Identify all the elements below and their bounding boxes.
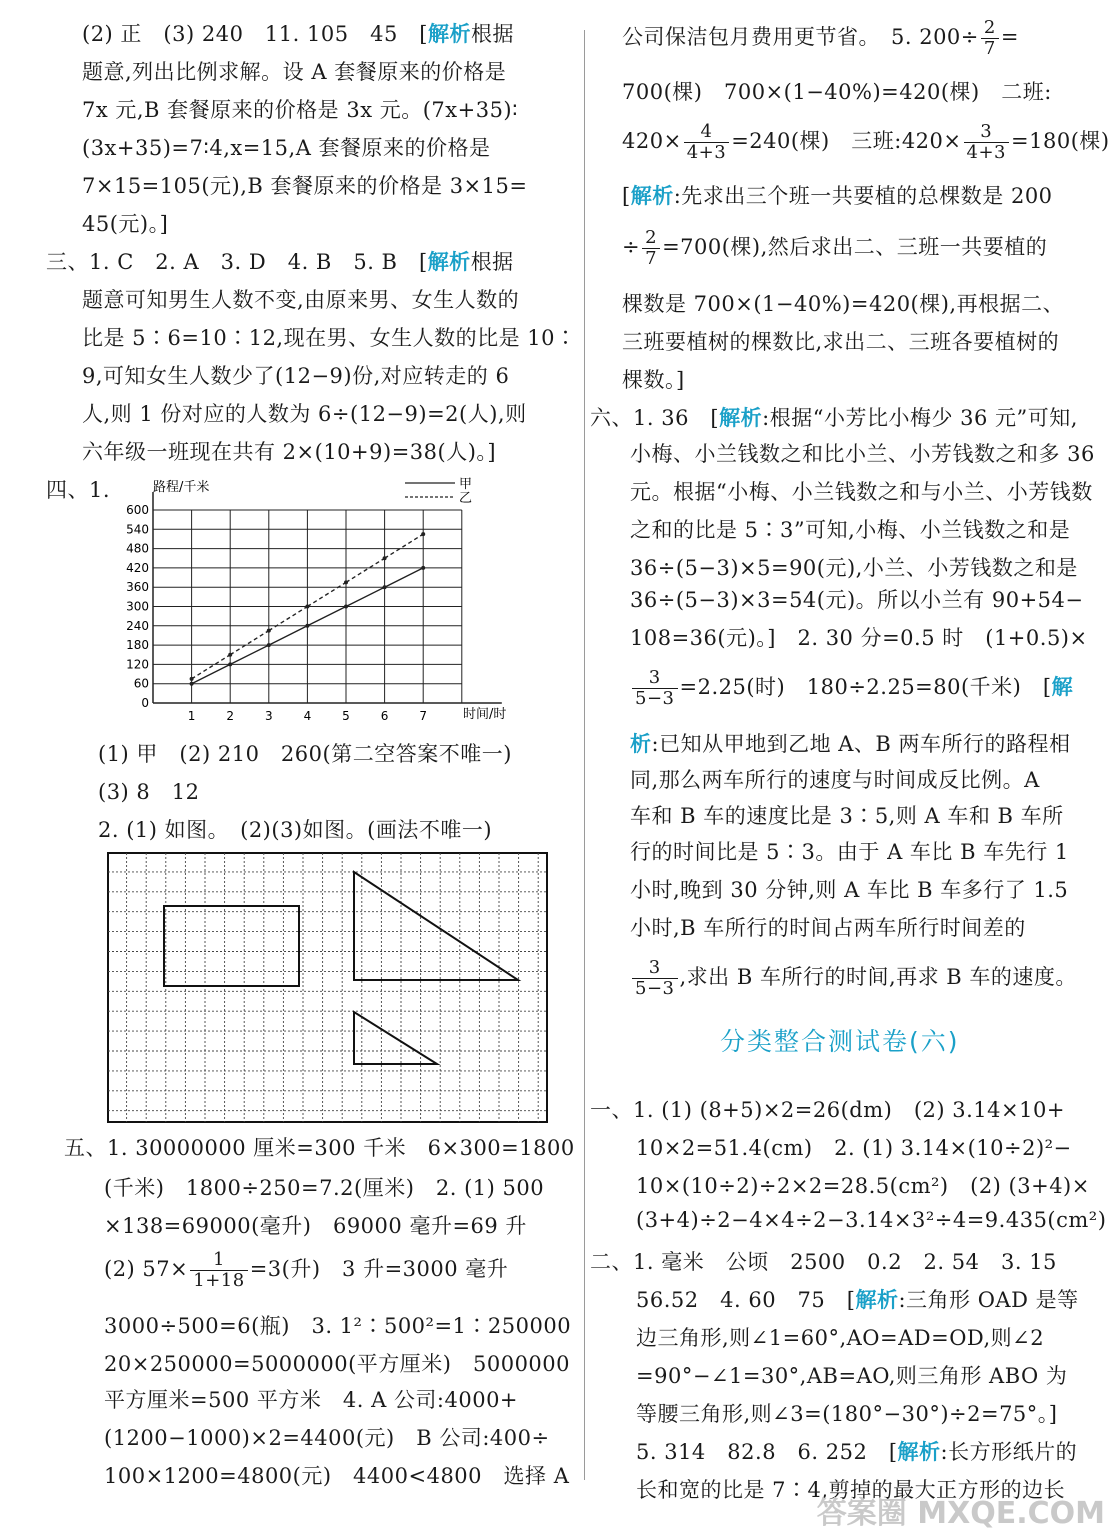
answer-line: (1) 甲 (2) 210 260(第二空答案不唯一): [98, 742, 512, 766]
text-line: 36÷(5−3)×5=90(元),小兰、小芳钱数之和是: [630, 556, 1078, 580]
text-line: 20×250000=5000000(平方厘米) 5000000: [104, 1352, 571, 1376]
x-tick-label: 3: [264, 709, 273, 723]
section-title: 分类整合测试卷(六): [720, 1027, 960, 1056]
series-segment-甲: [307, 607, 346, 626]
text-line: $\frac{3}{5-3}$ ,求出 B 车所行的时间,再求 B 车的速度。: [630, 958, 1077, 999]
text-line: 108=36(元)。] 2. 30 分=0.5 时 (1+0.5)×: [630, 626, 1088, 650]
text-line: 题意,列出比例求解。设 A 套餐原来的价格是: [82, 60, 507, 84]
text-line: ÷ $\frac{2}{7}$ =700(棵),然后求出二、三班一共要植的: [622, 227, 1048, 269]
text-line: (2) 正 (3) 240 11. 105 45 [解析根据: [82, 22, 514, 46]
x-tick-label: 7: [419, 709, 428, 723]
text-line: (千米) 1800÷250=7.2(厘米) 2. (1) 500: [104, 1176, 545, 1200]
x-tick-label: 1: [187, 709, 196, 723]
text-line: 45(元)。]: [82, 212, 169, 236]
text-line: 3000÷500=6(瓶) 3. 1²∶500²=1∶250000: [104, 1314, 572, 1338]
series-segment-乙: [230, 631, 269, 655]
text-line: 析:已知从甲地到乙地 A、B 两车所行的路程相: [630, 732, 1071, 756]
data-point-乙: [267, 629, 271, 633]
text-line: (3x+35)=7∶4,x=15,A 套餐原来的价格是: [82, 136, 491, 160]
text-line: 56.52 4. 60 75 [解析:三角形 OAD 是等: [636, 1288, 1079, 1312]
y-tick-label: 480: [126, 541, 149, 556]
text-line: 100×1200=4800(元) 4400<4800 选择 A: [104, 1464, 570, 1488]
data-point-乙: [383, 556, 387, 560]
y-tick-label: 120: [126, 657, 149, 672]
y-tick-label: 360: [126, 580, 149, 595]
data-point-乙: [190, 677, 194, 681]
text-line: 车和 B 车的速度比是 3∶5,则 A 车和 B 车所: [630, 804, 1064, 828]
data-point-甲: [267, 643, 271, 647]
text-line: $\frac{3}{5-3}$ =2.25(时) 180÷2.25=80(千米) [解: [630, 668, 1073, 709]
series-segment-甲: [346, 587, 385, 606]
text-line: 一、1. (1) (8+5)×2=26(dm) (2) 3.14×10+: [590, 1098, 1065, 1122]
x-axis-label: 时间/时: [463, 707, 507, 722]
text-line: 三、1. C 2. A 3. D 4. B 5. B [解析根据: [46, 250, 514, 274]
data-point-甲: [305, 624, 309, 628]
y-tick-label: 540: [126, 522, 149, 537]
text-line: 长和宽的比是 7∶4,剪掉的最大正方形的边长: [636, 1478, 1066, 1502]
y-tick-label: 60: [133, 676, 149, 691]
text-line: 六、1. 36 [解析:根据“小芳比小梅少 36 元”可知,: [590, 406, 1078, 430]
text-line: (3+4)÷2−4×4÷2−3.14×3²÷4=9.435(cm²): [636, 1208, 1107, 1232]
text-line: 同,那么两车所行的速度与时间成反比例。A: [630, 768, 1040, 792]
text-line: 700(棵) 700×(1−40%)=420(棵) 二班:: [622, 80, 1052, 104]
fraction: $\frac{3}{4+3}$: [964, 122, 1010, 163]
text-line: 5. 314 82.8 6. 252 [解析:长方形纸片的: [636, 1440, 1078, 1464]
fraction: $\frac{3}{5-3}$: [632, 668, 678, 709]
text-line: 小梅、小兰钱数之和比小兰、小芳钱数之和多 36: [630, 442, 1095, 466]
data-point-甲: [190, 682, 194, 686]
text-line: 小时,B 车所行的时间占两车所行时间差的: [630, 916, 1026, 940]
data-point-甲: [344, 605, 348, 609]
text-line: 比是 5∶6=10∶12,现在男、女生人数的比是 10∶: [82, 326, 577, 350]
fraction: $\frac{1}{1+18}$: [190, 1250, 247, 1291]
series-segment-乙: [346, 558, 385, 582]
large-triangle: [354, 872, 518, 980]
text-line: 六年级一班现在共有 2×(10+9)=38(人)。]: [82, 440, 497, 464]
text-line: 10×2=51.4(cm) 2. (1) 3.14×(10÷2)²−: [636, 1136, 1072, 1160]
question-label: 四、1.: [46, 478, 111, 502]
line-chart: [105, 475, 525, 725]
y-tick-label: 420: [126, 560, 149, 575]
text-line: 7x 元,B 套餐原来的价格是 3x 元。(7x+35)∶: [82, 98, 519, 122]
small-triangle: [354, 1012, 437, 1064]
grid-border: [108, 853, 547, 1122]
legend-label-jia: 甲: [459, 477, 473, 492]
rectangle-figure: [164, 906, 299, 986]
geometry-grid-figure: [107, 852, 552, 1127]
x-tick-label: 4: [303, 709, 312, 723]
series-segment-乙: [269, 607, 308, 631]
series-segment-甲: [230, 645, 269, 664]
watermark: 答案圈 MXQE.COM: [816, 1496, 1105, 1531]
data-point-甲: [228, 662, 232, 666]
answer-line: 2. (1) 如图。 (2)(3)如图。(画法不唯一): [98, 818, 493, 842]
text-line: 人,则 1 份对应的人数为 6÷(12−9)=2(人),则: [82, 402, 527, 426]
y-tick-label: 600: [126, 503, 149, 517]
text-line: 平方厘米=500 平方米 4. A 公司:4000+: [104, 1388, 519, 1412]
chart-legend: [405, 477, 472, 506]
text-line: =90°−∠1=30°,AB=AO,则三角形 ABO 为: [636, 1364, 1068, 1388]
data-point-乙: [344, 580, 348, 584]
text-line: 题意可知男生人数不变,由原来男、女生人数的: [82, 288, 520, 312]
text-line: 小时,晚到 30 分钟,则 A 车比 B 车多行了 1.5: [630, 878, 1069, 902]
text-line: 棵数。]: [622, 368, 685, 392]
text-line: ×138=69000(毫升) 69000 毫升=69 升: [104, 1214, 527, 1238]
chart-axes: [126, 492, 502, 723]
text-line: 三班要植树的棵数比,求出二、三班各要植树的: [622, 330, 1060, 354]
text-line: 棵数是 700×(1−40%)=420(棵),再根据二、: [622, 292, 1065, 316]
y-tick-label: 180: [126, 638, 149, 653]
data-point-甲: [421, 566, 425, 570]
data-point-乙: [305, 605, 309, 609]
data-point-乙: [228, 653, 232, 657]
text-line: 420× $\frac{4}{4+3}$ =240(棵) 三班:420× $\frac{3}{4+3}$ =180(棵): [622, 121, 1110, 163]
series-segment-乙: [385, 534, 424, 558]
x-tick-label: 5: [342, 709, 350, 723]
text-line: 等腰三角形,则∠3=(180°−30°)÷2=75°。]: [636, 1402, 1058, 1426]
y-axis-label: 路程/千米: [153, 480, 210, 495]
fraction: $\frac{4}{4+3}$: [684, 122, 730, 163]
text-line: [解析:先求出三个班一共要植的总棵数是 200: [622, 184, 1053, 208]
text-line: 二、1. 毫米 公顷 2500 0.2 2. 54 3. 15: [590, 1250, 1057, 1274]
text-line: 行的时间比是 5∶3。由于 A 车比 B 车先行 1: [630, 840, 1069, 864]
text-line: 36÷(5−3)×3=54(元)。所以小兰有 90+54−: [630, 588, 1084, 612]
text-line: 边三角形,则∠1=60°,AO=AD=OD,则∠2: [636, 1326, 1045, 1350]
data-point-甲: [383, 585, 387, 589]
text-line: 7×15=105(元),B 套餐原来的价格是 3×15=: [82, 174, 528, 198]
text-line: (2) 57× $\frac{1}{1+18}$ =3(升) 3 升=3000 毫升: [104, 1249, 509, 1291]
answer-line: (3) 8 12: [98, 780, 200, 804]
x-tick-label: 6: [380, 709, 389, 723]
fraction: $\frac{3}{5-3}$: [632, 958, 678, 999]
text-line: 公司保洁包月费用更节省。 5. 200÷ $\frac{2}{7}$ =: [622, 17, 1019, 59]
x-tick-label: 2: [226, 709, 235, 723]
text-line: (1200−1000)×2=4400(元) B 公司:400÷: [104, 1426, 550, 1450]
y-tick-label: 240: [126, 618, 149, 633]
y-tick-label: 0: [141, 696, 149, 710]
series-segment-甲: [269, 626, 308, 645]
text-line: 元。根据“小梅、小兰钱数之和与小兰、小芳钱数: [630, 480, 1093, 504]
text-line: 之和的比是 5∶3”可知,小梅、小兰钱数之和是: [630, 518, 1071, 542]
data-point-乙: [421, 532, 425, 536]
text-line: 10×(10÷2)÷2×2=28.5(cm²) (2) (3+4)×: [636, 1174, 1090, 1198]
column-divider: [584, 30, 585, 1480]
y-tick-label: 300: [126, 599, 149, 614]
series-segment-乙: [307, 582, 346, 606]
text-line: 五、1. 30000000 厘米=300 千米 6×300=1800: [64, 1136, 575, 1160]
fraction: $\frac{2}{7}$: [981, 18, 999, 59]
series-segment-甲: [385, 568, 424, 587]
fraction: $\frac{2}{7}$: [642, 228, 660, 269]
legend-label-yi: 乙: [459, 491, 473, 506]
text-line: 9,可知女生人数少了(12−9)份,对应转走的 6: [82, 364, 510, 388]
